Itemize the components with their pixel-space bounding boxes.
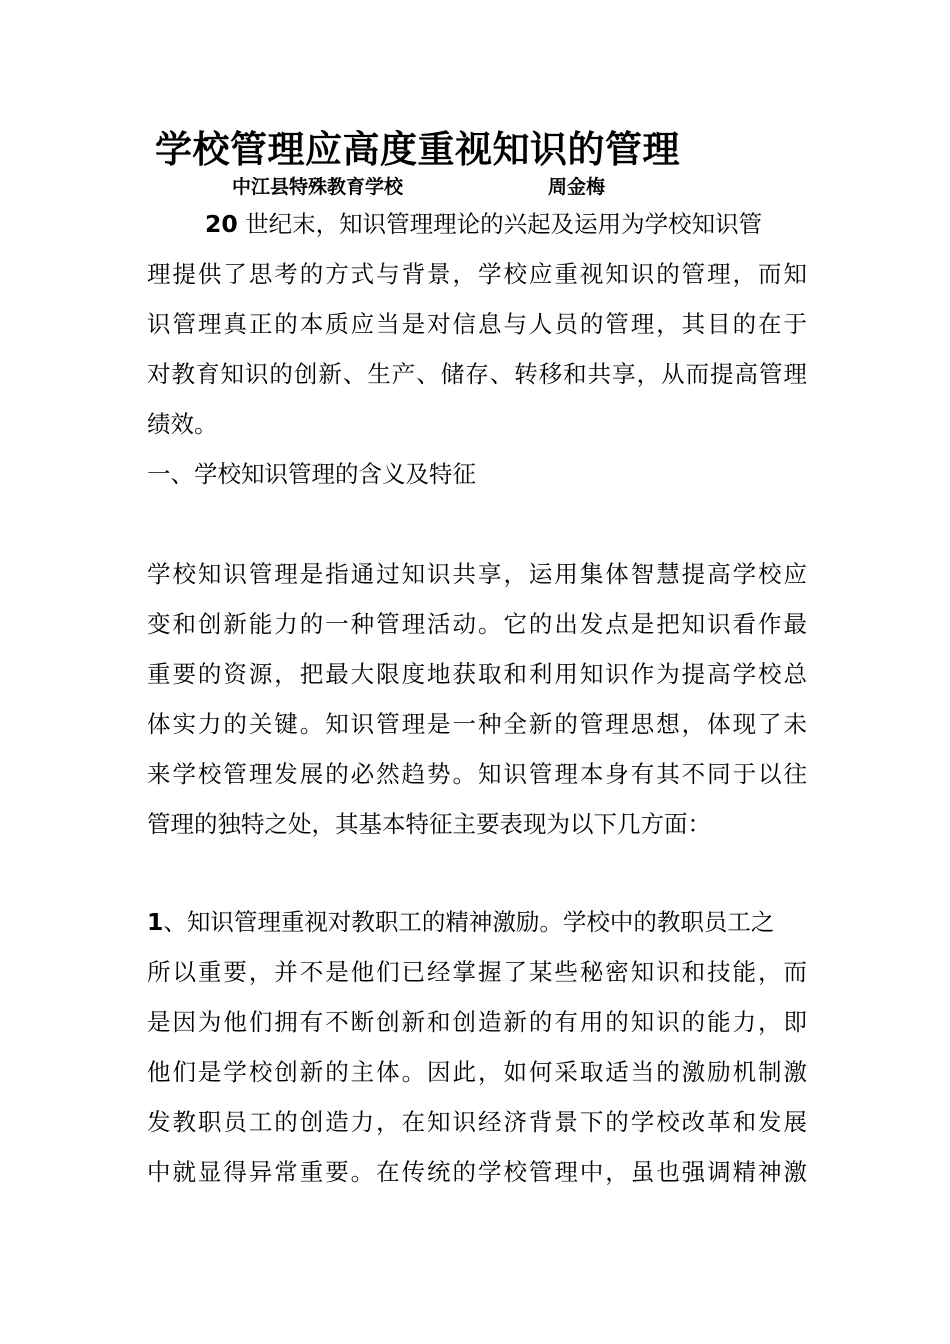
paragraph-2-line: 重要的资源，把最大限度地获取和利用知识作为提高学校总 bbox=[147, 660, 807, 688]
intro-line-4: 对教育知识的创新、生产、储存、转移和共享，从而提高管理 bbox=[147, 360, 807, 388]
paragraph-2-line: 来学校管理发展的必然趋势。知识管理本身有其不同于以往 bbox=[147, 760, 807, 788]
point-1-line-1-text: 、知识管理重视对教职工的精神激励。学校中的教职员工之 bbox=[163, 908, 775, 936]
intro-line-1 bbox=[205, 208, 807, 240]
point-1-line: 中就显得异常重要。在传统的学校管理中，虽也强调精神激 bbox=[147, 1158, 807, 1186]
section-heading-1: 一、学校知识管理的含义及特征 bbox=[147, 460, 476, 488]
paragraph-2-line: 体实力的关键。知识管理是一种全新的管理思想，体现了未 bbox=[147, 710, 807, 738]
paragraph-2-line: 管理的独特之处，其基本特征主要表现为以下几方面： bbox=[147, 810, 711, 838]
point-1-line: 所以重要，并不是他们已经掌握了某些秘密知识和技能，而 bbox=[147, 958, 807, 986]
point-1-line: 发教职员工的创造力，在知识经济背景下的学校改革和发展 bbox=[147, 1108, 807, 1136]
paragraph-2-line: 学校知识管理是指通过知识共享，运用集体智慧提高学校应 bbox=[147, 560, 807, 588]
author-school: 中江县特殊教育学校 bbox=[232, 176, 404, 198]
intro-line-1-text: 世纪末，知识管理理论的兴起及运用为学校知识管 bbox=[245, 210, 763, 238]
point-1-number: 1 bbox=[147, 908, 164, 936]
point-1-line-1 bbox=[147, 906, 807, 938]
author-name: 周金梅 bbox=[548, 176, 606, 198]
point-1-line: 他们是学校创新的主体。因此，如何采取适当的激励机制激 bbox=[147, 1058, 807, 1086]
document-title: 学校管理应高度重视知识的管理 bbox=[155, 128, 680, 171]
intro-line-5: 绩效。 bbox=[147, 410, 218, 438]
intro-line-3: 识管理真正的本质应当是对信息与人员的管理，其目的在于 bbox=[147, 310, 807, 338]
intro-line-2: 理提供了思考的方式与背景，学校应重视知识的管理，而知 bbox=[147, 260, 807, 288]
intro-number: 20 bbox=[205, 210, 238, 238]
paragraph-2-line: 变和创新能力的一种管理活动。它的出发点是把知识看作最 bbox=[147, 610, 807, 638]
point-1-line: 是因为他们拥有不断创新和创造新的有用的知识的能力，即 bbox=[147, 1008, 807, 1036]
